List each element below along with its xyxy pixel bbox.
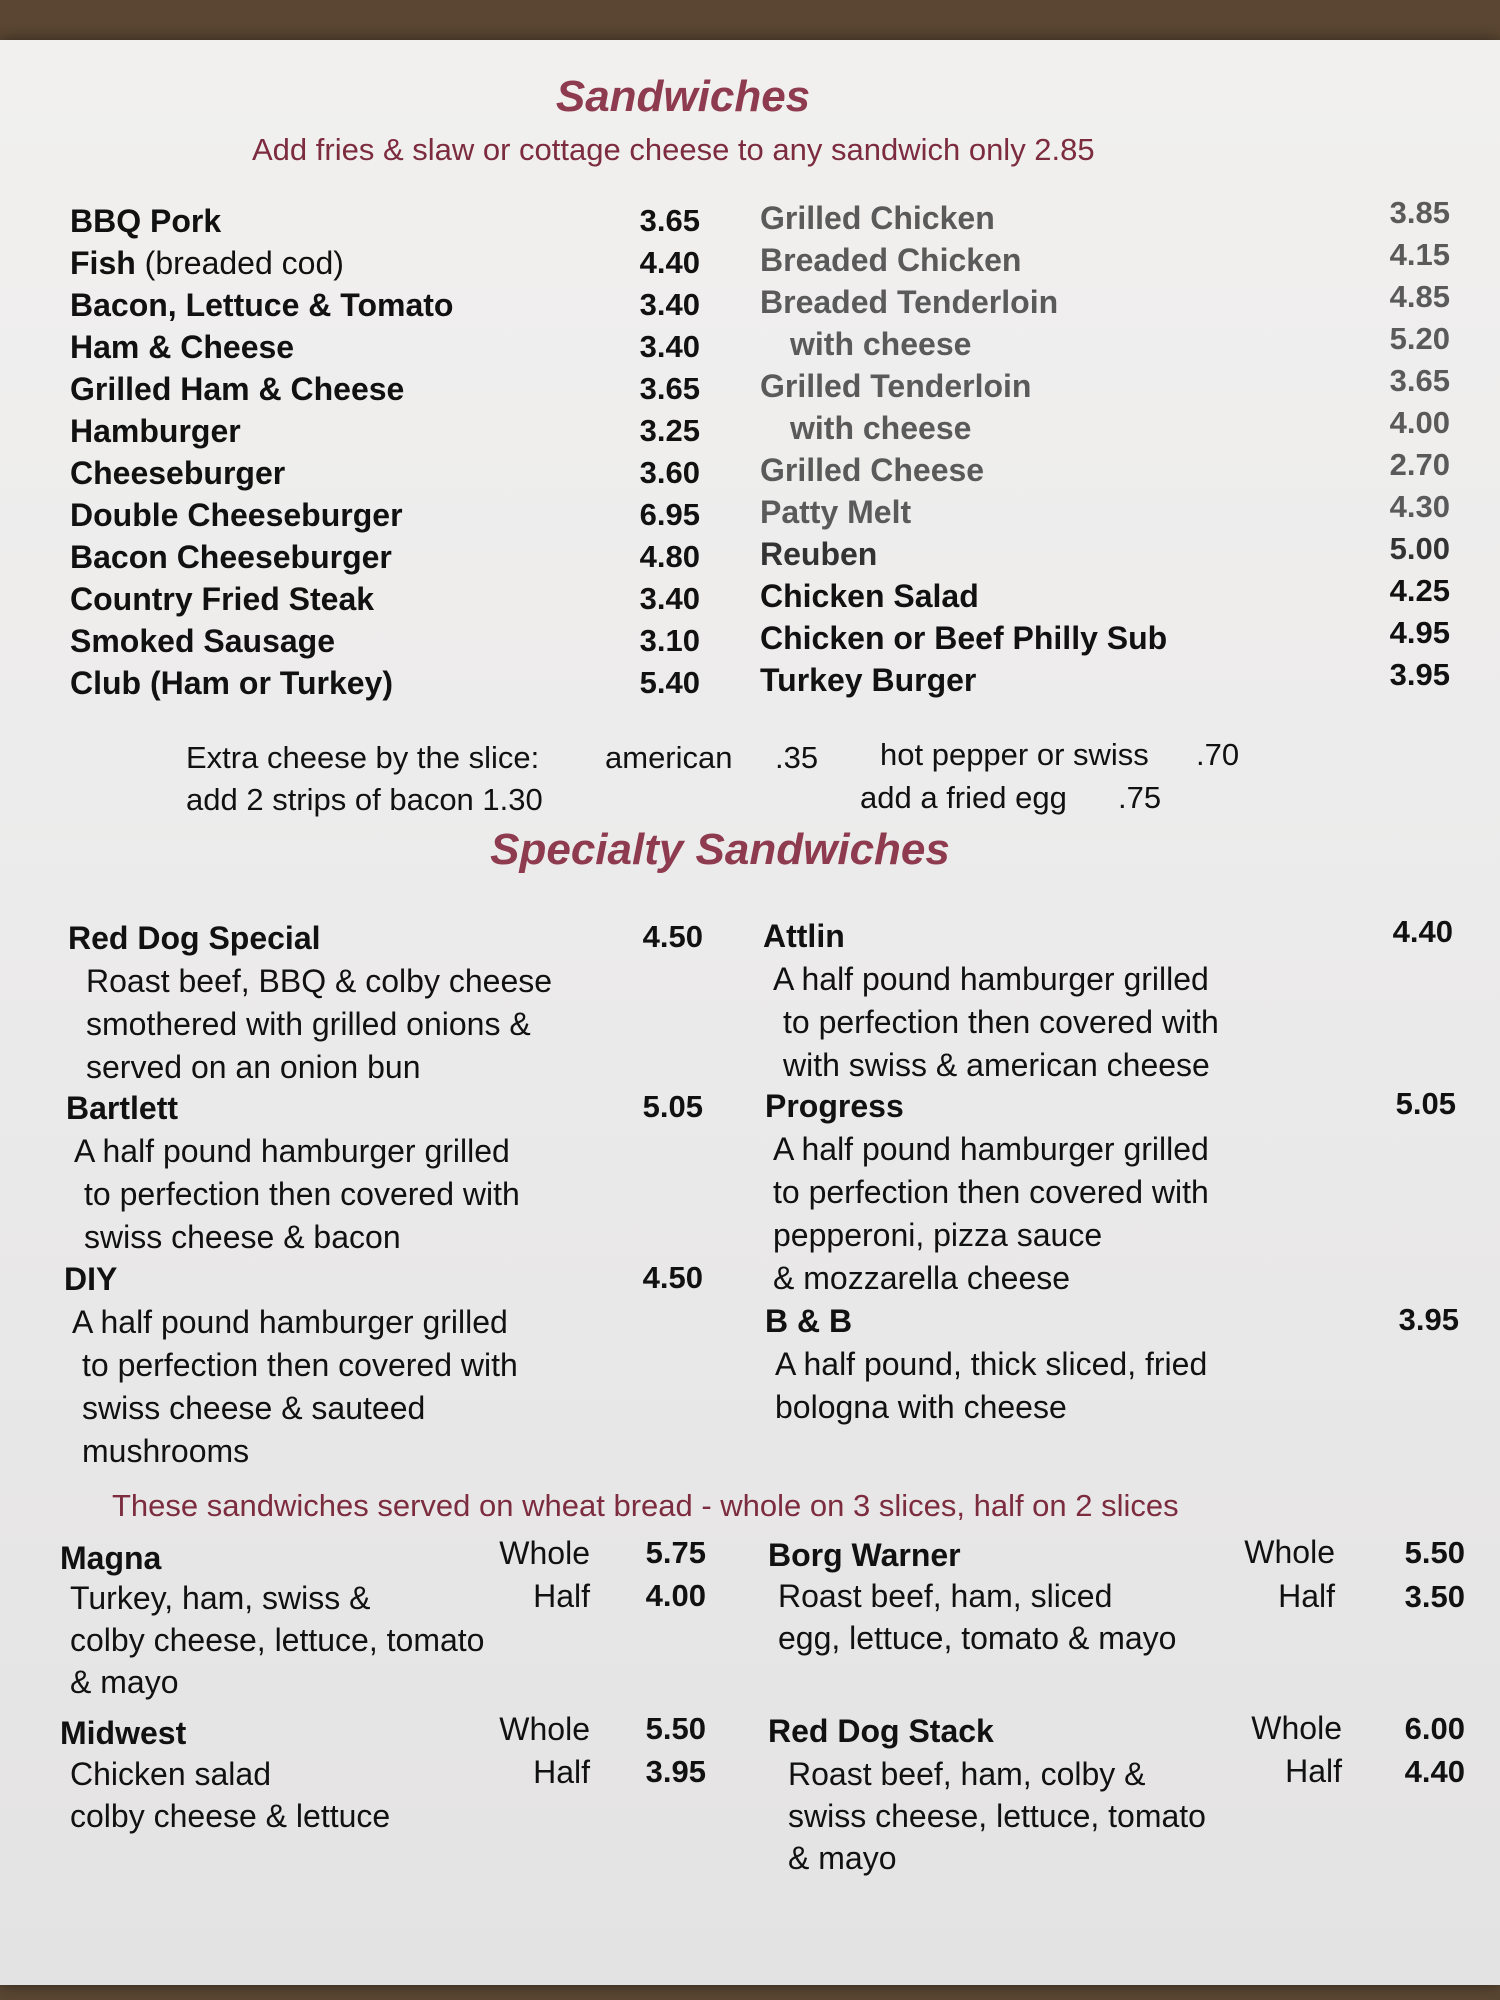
menu-item-description: swiss cheese & sauteed: [82, 1390, 426, 1426]
menu-item-price: 5.05: [642, 1089, 703, 1124]
menu-item-name: Patty Melt: [760, 494, 912, 530]
menu-item-variant: with cheese: [790, 410, 972, 446]
menu-item-price: 6.95: [639, 497, 700, 532]
menu-item-price: 4.30: [1389, 489, 1450, 524]
menu-item-price: 4.40: [639, 245, 700, 280]
half-label: Half: [533, 1578, 590, 1614]
menu-item-note: (breaded cod): [135, 245, 344, 281]
half-price: 4.40: [1404, 1754, 1465, 1789]
half-label: Half: [1285, 1753, 1342, 1789]
menu-item-description: with swiss & american cheese: [783, 1047, 1210, 1083]
menu-item-price: 5.20: [1389, 321, 1450, 356]
whole-label: Whole: [499, 1711, 590, 1747]
extra-egg-price: .75: [1118, 780, 1162, 815]
specialty-title: Specialty Sandwiches: [490, 825, 950, 874]
half-price: 4.00: [645, 1578, 706, 1613]
menu-item-name: Attlin: [763, 918, 845, 954]
menu-item-price: 3.65: [639, 371, 700, 406]
menu-item-name: Fish: [70, 245, 136, 281]
menu-item-name: Red Dog Stack: [768, 1713, 994, 1749]
menu-item-description: Roast beef, BBQ & colby cheese: [86, 963, 553, 999]
menu-item-description: Chicken salad: [70, 1756, 271, 1792]
extra-american-price: .35: [775, 740, 819, 775]
menu-item-price: 4.80: [639, 539, 700, 574]
menu-item-name: Club (Ham or Turkey): [70, 665, 393, 701]
menu-item-price: 4.15: [1389, 237, 1450, 272]
menu-item-name: Double Cheeseburger: [70, 497, 403, 533]
menu-page: [0, 40, 1500, 1985]
menu-item-name: Breaded Tenderloin: [760, 284, 1059, 320]
whole-label: Whole: [499, 1535, 590, 1571]
extra-hot-pepper-price: .70: [1196, 737, 1240, 772]
menu-item-description: mushrooms: [82, 1433, 250, 1469]
menu-item-description: to perfection then covered with: [773, 1174, 1209, 1210]
whole-price: 5.50: [1404, 1535, 1465, 1570]
extra-hot-pepper-label: hot pepper or swiss: [880, 737, 1149, 772]
menu-item-name: Bartlett: [66, 1090, 179, 1126]
menu-item-description: to perfection then covered with: [82, 1347, 518, 1383]
menu-item-description: to perfection then covered with: [84, 1176, 520, 1212]
menu-item-name: Red Dog Special: [68, 920, 321, 956]
menu-item-name: BBQ Pork: [70, 203, 222, 239]
menu-item-price: 3.40: [639, 287, 700, 322]
menu-item-name: DIY: [64, 1261, 118, 1297]
menu-item-description: swiss cheese & bacon: [84, 1219, 401, 1255]
menu-item-name: Grilled Ham & Cheese: [70, 371, 405, 407]
menu-item-name: Magna: [60, 1540, 162, 1576]
menu-item-name: Grilled Chicken: [760, 200, 995, 236]
menu-item-description: colby cheese, lettuce, tomato: [70, 1622, 485, 1658]
wheat-bread-note: These sandwiches served on wheat bread - whole on 3 slices, half on 2 slices: [112, 1488, 1179, 1523]
menu-item-price: 3.60: [639, 455, 700, 490]
menu-item-price: 5.40: [639, 665, 700, 700]
whole-label: Whole: [1251, 1710, 1342, 1746]
menu-item-price: 2.70: [1389, 447, 1450, 482]
whole-price: 5.50: [645, 1711, 706, 1746]
half-label: Half: [533, 1754, 590, 1790]
menu-item-price: 3.65: [1389, 363, 1450, 398]
extra-egg-label: add a fried egg: [860, 780, 1067, 815]
menu-item-description: Roast beef, ham, colby &: [788, 1756, 1146, 1792]
menu-item-name: Ham & Cheese: [70, 329, 295, 365]
menu-item-price: 4.25: [1389, 573, 1450, 608]
menu-item-description: to perfection then covered with: [783, 1004, 1219, 1040]
menu-item-name: Hamburger: [70, 413, 241, 449]
menu-item-description: served on an onion bun: [86, 1049, 421, 1085]
menu-item-name: Grilled Cheese: [760, 452, 985, 488]
extra-american-label: american: [605, 740, 733, 775]
menu-item-price: 4.00: [1389, 405, 1450, 440]
menu-item-price: 3.95: [1389, 657, 1450, 692]
menu-item-name: Breaded Chicken: [760, 242, 1022, 278]
menu-item-price: 3.10: [639, 623, 700, 658]
whole-label: Whole: [1244, 1534, 1335, 1570]
menu-item-description: & mayo: [70, 1664, 179, 1700]
menu-item-description: colby cheese & lettuce: [70, 1798, 391, 1834]
menu-item-description: egg, lettuce, tomato & mayo: [778, 1620, 1177, 1656]
menu-item-name: Reuben: [760, 536, 878, 572]
menu-item-description: Roast beef, ham, sliced: [778, 1578, 1113, 1614]
whole-price: 5.75: [645, 1535, 706, 1570]
extra-cheese-label: Extra cheese by the slice:: [186, 740, 540, 775]
menu-item-description: swiss cheese, lettuce, tomato: [788, 1798, 1206, 1834]
menu-item-description: A half pound hamburger grilled: [773, 1131, 1209, 1167]
half-price: 3.95: [645, 1754, 706, 1789]
menu-item-price: 4.50: [642, 1260, 703, 1295]
menu-item-name: Country Fried Steak: [70, 581, 375, 617]
menu-item-name: Chicken or Beef Philly Sub: [760, 620, 1168, 656]
menu-item-name: Progress: [765, 1088, 904, 1124]
menu-item-name: Midwest: [60, 1715, 187, 1751]
menu-item-price: 3.95: [1398, 1302, 1459, 1337]
menu-item-description: A half pound hamburger grilled: [72, 1304, 508, 1340]
menu-item-name: Smoked Sausage: [70, 623, 335, 659]
menu-item-price: 5.05: [1395, 1086, 1456, 1121]
menu-item-price: 3.25: [639, 413, 700, 448]
menu-item-price: 3.65: [639, 203, 700, 238]
menu-item-name: Bacon Cheeseburger: [70, 539, 392, 575]
extra-bacon-label: add 2 strips of bacon 1.30: [186, 782, 543, 817]
menu-item-name: Bacon, Lettuce & Tomato: [70, 287, 454, 323]
half-label: Half: [1278, 1578, 1335, 1614]
menu-item-description: A half pound, thick sliced, fried: [775, 1346, 1208, 1382]
menu-item-fish: [70, 245, 344, 282]
menu-item-description: Turkey, ham, swiss &: [70, 1580, 371, 1616]
menu-item-description: A half pound hamburger grilled: [74, 1133, 510, 1169]
sandwiches-subtitle: Add fries & slaw or cottage cheese to any sandwich only 2.85: [252, 132, 1095, 167]
menu-item-name: Turkey Burger: [760, 662, 977, 698]
sandwiches-title: Sandwiches: [555, 72, 811, 121]
menu-item-description: & mayo: [788, 1840, 897, 1876]
menu-item-price: 3.85: [1389, 195, 1450, 230]
menu-item-description: pepperoni, pizza sauce: [773, 1217, 1103, 1253]
menu-item-price: 3.40: [639, 581, 700, 616]
menu-item-description: A half pound hamburger grilled: [773, 961, 1209, 997]
menu-item-price: 3.40: [639, 329, 700, 364]
menu-item-name: B & B: [765, 1303, 853, 1339]
menu-item-description: bologna with cheese: [775, 1389, 1067, 1425]
menu-item-price: 4.85: [1389, 279, 1450, 314]
menu-item-name: Grilled Tenderloin: [760, 368, 1032, 404]
whole-price: 6.00: [1404, 1711, 1465, 1746]
menu-item-description: & mozzarella cheese: [773, 1260, 1071, 1296]
menu-item-price: 4.40: [1392, 914, 1453, 949]
menu-item-variant: with cheese: [790, 326, 972, 362]
half-price: 3.50: [1404, 1579, 1465, 1614]
menu-item-price: 4.95: [1389, 615, 1450, 650]
menu-item-description: smothered with grilled onions &: [86, 1006, 531, 1042]
menu-item-name: Borg Warner: [768, 1537, 961, 1573]
menu-item-price: 5.00: [1389, 531, 1450, 566]
menu-item-name: Cheeseburger: [70, 455, 286, 491]
menu-item-name: Chicken Salad: [760, 578, 979, 614]
menu-item-price: 4.50: [642, 919, 703, 954]
